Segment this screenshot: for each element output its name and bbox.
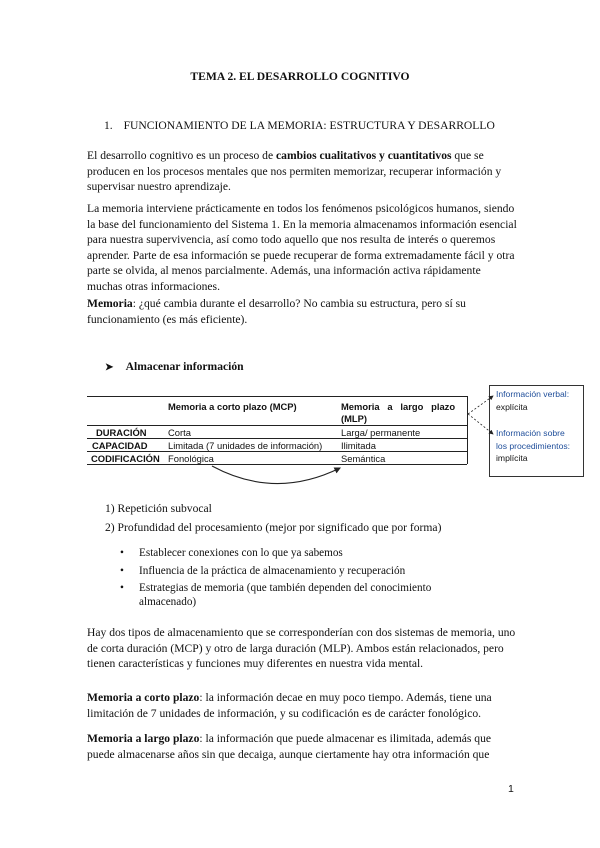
paragraph-memory: La memoria interviene prácticamente en todos los fenómenos psicológicos humanos, siendo la base del funcionamiento del Sistema 1. En la memoria almacenamos información esencial para nuestra supervivencia, así como todo aquello que nos resulta de interés o queremos aprender. Parte de esa información se puede recuperar de forma extremadamente fácil y otra parte se olvida, al menos parcialmente. Además, una información activa rápidamente muchas otras informaciones. bbox=[87, 202, 517, 293]
arrow-to-verbal bbox=[468, 396, 493, 414]
arrow-to-procedural bbox=[468, 414, 493, 434]
side-note-proc-line1: Información sobre bbox=[496, 428, 565, 438]
side-note-proc-line3: implícita bbox=[496, 453, 528, 463]
bullet-dot-icon: • bbox=[120, 582, 124, 594]
bullet-text-2: Influencia de la práctica de almacenamiento y recuperación bbox=[139, 565, 406, 577]
side-note-verbal-line2: explícita bbox=[496, 401, 528, 412]
cell-mcp-duration: Corta bbox=[168, 427, 191, 438]
paragraph-short-term bbox=[87, 690, 519, 721]
bullet-text-1: Establecer conexiones con lo que ya sabemos bbox=[139, 547, 343, 559]
page-number: 1 bbox=[508, 783, 514, 795]
numbered-item-2: 2) Profundidad del procesamiento (mejor por significado que por forma) bbox=[105, 521, 442, 534]
document-title: TEMA 2. EL DESARROLLO COGNITIVO bbox=[190, 70, 410, 83]
intro-text-2: que se producen en los procesos mentales que nos permiten memorizar, recuperar información y supervisar nuestro aprendizaje. bbox=[87, 149, 502, 194]
arrow-mcp-to-mlp bbox=[212, 466, 340, 484]
bullet-dot-icon: • bbox=[120, 565, 124, 577]
short-term-bold: Memoria a corto plazo bbox=[87, 691, 200, 704]
row-label-coding: CODIFICACIÓN bbox=[91, 453, 160, 464]
bullet-text-3: Estrategias de memoria (que también dependen del conocimiento almacenado) bbox=[139, 582, 432, 609]
header-mlp: Memoria a largo plazo bbox=[341, 401, 456, 412]
cell-mcp-capacity: Limitada (7 unidades de información) bbox=[168, 440, 323, 451]
memory-bold: Memoria bbox=[87, 297, 133, 310]
section-label: FUNCIONAMIENTO DE LA MEMORIA: ESTRUCTURA Y DESARROLLO bbox=[123, 119, 495, 132]
paragraph-storage-types: Hay dos tipos de almacenamiento que se corresponderían con dos sistemas de memoria, uno de corta duración (MCP) y otro de larga duración (MLP). Ambos están relacionados, pero tienen características y funciones muy diferentes en nuestra vida mental. bbox=[87, 626, 516, 671]
bullet-dot-icon: • bbox=[120, 547, 124, 559]
cell-mcp-coding: Fonológica bbox=[168, 453, 214, 464]
arrow-bullet-icon: ➤ bbox=[105, 362, 114, 373]
long-term-text: : la información que puede almacenar es ilimitada, además que puede almacenarse años sin que decaiga, aunque ciertamente hay otra información que bbox=[87, 732, 492, 761]
row-label-capacity: CAPACIDAD bbox=[92, 440, 148, 451]
side-note-verbal-line1: Información verbal: bbox=[496, 389, 570, 399]
memory-question-text: : ¿qué cambia durante el desarrollo? No cambia su estructura, pero sí su funcionamiento (es más eficiente). bbox=[87, 297, 466, 326]
numbered-item-1: 1) Repetición subvocal bbox=[105, 502, 212, 515]
side-note-proc-line2: los procedimientos: bbox=[496, 440, 571, 451]
section-number: 1. bbox=[104, 119, 113, 132]
paragraph-long-term bbox=[87, 731, 519, 762]
subheading-label: Almacenar información bbox=[125, 360, 244, 373]
row-label-duration: DURACIÓN bbox=[96, 427, 147, 438]
cell-mlp-capacity: Ilimitada bbox=[341, 440, 376, 451]
cell-mlp-duration: Larga/ permanente bbox=[341, 427, 421, 438]
long-term-bold: Memoria a largo plazo bbox=[87, 732, 200, 745]
header-mcp: Memoria a corto plazo (MCP) bbox=[168, 401, 297, 412]
short-term-text: : la información decae en muy poco tiempo. Además, tiene una limitación de 7 unidades de información, y su codificación es de carácter fonológico. bbox=[87, 691, 492, 720]
intro-text-1: El desarrollo cognitivo es un proceso de bbox=[87, 149, 276, 162]
intro-bold: cambios cualitativos y cuantitativos bbox=[276, 149, 452, 162]
cell-mlp-coding: Semántica bbox=[341, 453, 386, 464]
header-mlp-abbr: (MLP) bbox=[341, 413, 368, 424]
